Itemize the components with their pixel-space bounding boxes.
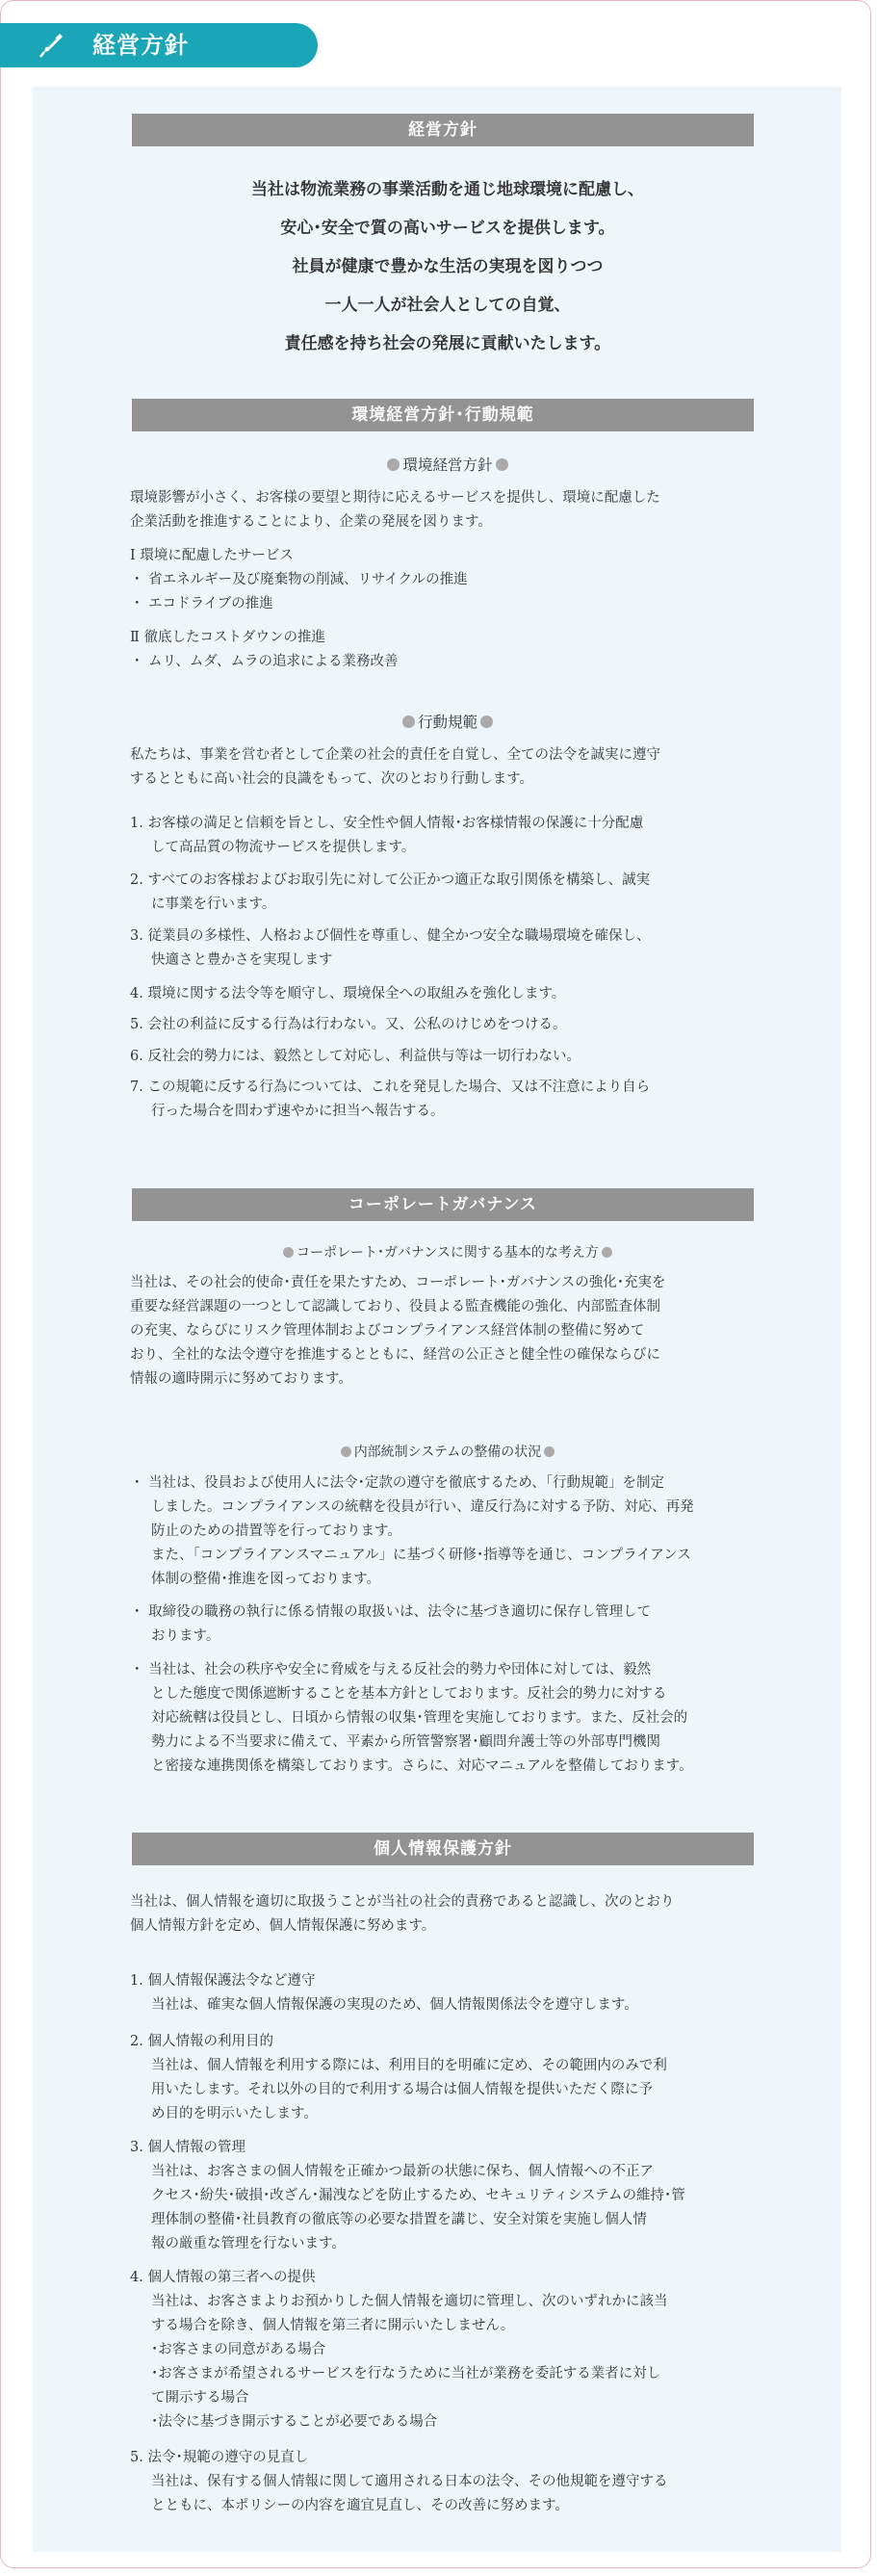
- policy-line: 当社は物流業務の事業活動を通じ地球環境に配慮し、: [251, 180, 644, 199]
- policy-line: 安心･安全で質の高いサービスを提供します。: [280, 219, 615, 238]
- code-item: 7. この規範に反する行為については、これを発見した場合、又は不注意により自ら 行った場合を問わず速やかに担当へ報告する。: [130, 1080, 651, 1119]
- subheading-environment-policy: 環境経営方針: [130, 453, 765, 478]
- pen-nib-icon: [37, 31, 65, 60]
- code-item: 1. お客様の満足と信頼を旨とし、安全性や個人情報･お客様情報の保護に十分配慮 して高品質の物流サービスを提供します。: [130, 816, 644, 855]
- section-heading-privacy: 個人情報保護方針: [132, 1833, 754, 1865]
- internal-control-item: ・ 当社は、社会の秩序や安全に脅威を与える反社会的勢力や団体に対しては、毅然 とした態度で関係遮断することを基本方針としております。反社会的勢力に対する 対応統轄は役員とし、日頃から情報の収集･管理を実施しております。また、反社会的 勢力による不当要求に備えて、平素から所管警察署･顧問弁護士等の外部専門機関 と密接な連携関係を構築しております。さらに、対応マニュアルを整備しております。: [130, 1662, 693, 1774]
- privacy-item: 1. 個人情報保護法令など遵守 当社は、確実な個人情報保護の実現のため、個人情報関係法令を遵守します。: [130, 1973, 638, 2013]
- code-item: 4. 環境に関する法令等を順守し、環境保全への取組みを強化します。: [130, 986, 566, 1002]
- bullet-dot-icon: [341, 1446, 351, 1457]
- bullet-dot-icon: [480, 716, 493, 728]
- code-intro: 私たちは、事業を営む者として企業の社会的責任を自覚し、全ての法令を誠実に遵守 するとともに高い社会的良識をもって、次のとおり行動します。: [130, 747, 660, 787]
- environment-group-2: Ⅱ 徹底したコストダウンの推進 ・ ムリ、ムダ、ムラの追求による業務改善: [130, 630, 399, 669]
- policy-line: 責任感を持ち社会の発展に貢献いたします。: [284, 334, 611, 353]
- bullet-dot-icon: [402, 716, 415, 728]
- policy-line: 社員が健康で豊かな生活の実現を図りつつ: [292, 257, 604, 276]
- privacy-item: 4. 個人情報の第三者への提供 当社は、お客さまよりお預かりした個人情報を適切に管理し、次のいずれかに該当 する場合を除き、個人情報を第三者に開示いたしません。 ･お客さまの同意がある場合 ･お客さまが希望されるサービスを行なうために当社が業務を委託する業者に対し て開示する場合 ･法令に基づき開示することが必要である場合: [130, 2270, 668, 2430]
- bullet-dot-icon: [387, 458, 400, 471]
- page-title-tab: [0, 23, 318, 67]
- code-item: 2. すべてのお客様およびお取引先に対して公正かつ適正な取引関係を構築し、誠実 に事業を行います。: [130, 872, 651, 912]
- subheading-internal-control: 内部統制システムの整備の状況: [130, 1440, 765, 1465]
- bullet-dot-icon: [602, 1247, 612, 1258]
- environment-group-1: Ⅰ 環境に配慮したサービス ・ 省エネルギー及び廃棄物の削減、リサイクルの推進 ・ エコドライブの推進: [130, 548, 468, 611]
- section-heading-governance: コーポレートガバナンス: [132, 1188, 754, 1221]
- privacy-item: 2. 個人情報の利用目的 当社は、個人情報を利用する際には、利用目的を明確に定め、その範囲内のみで利 用いたします。それ以外の目的で利用する場合は個人情報を提供いただく際に予 め目的を明示いたします。: [130, 2034, 667, 2121]
- section-heading-management-policy: 経営方針: [132, 114, 754, 146]
- bullet-dot-icon: [544, 1446, 555, 1457]
- code-item: 3. 従業員の多様性、人格および個性を尊重し、健全かつ安全な職場環境を確保し、 快適さと豊かさを実現します: [130, 928, 651, 968]
- section-heading-environment: 環境経営方針･行動規範: [132, 399, 754, 431]
- privacy-intro: 当社は、個人情報を適切に取扱うことが当社の社会的責務であると認識し、次のとおり 個人情報方針を定め、個人情報保護に努めます。: [130, 1894, 675, 1934]
- privacy-item: 3. 個人情報の管理 当社は、お客さまの個人情報を正確かつ最新の状態に保ち、個人情報への不正ア クセス･紛失･破損･改ざん･漏洩などを防止するため、セキュリティシステムの維持･管 理体制の整備･社員教育の徹底等の必要な措置を講じ、安全対策を実施し個人情 報の厳重な管理を行ないます。: [130, 2140, 685, 2251]
- environment-policy-intro: 環境影響が小さく、お客様の要望と期待に応えるサービスを提供し、環境に配慮した 企業活動を推進することにより、企業の発展を図ります。: [130, 490, 660, 530]
- bullet-dot-icon: [496, 458, 508, 471]
- internal-control-item: ・ 当社は、役員および使用人に法令･定款の遵守を徹底するため、「行動規範」を制定 しました。コンプライアンスの統轄を役員が行い、違反行為に対する予防、対応、再発 防止のための措置等を行っております。 また、「コンプライアンスマニュアル」に基づく研修･指導等を通じ、コンプライアンス 体制の整備･推進を図っております。: [130, 1475, 694, 1587]
- code-item: 5. 会社の利益に反する行為は行わない。又、公私のけじめをつける。: [130, 1017, 567, 1032]
- governance-basic-text: 当社は、その社会的使命･責任を果たすため、コーポレート･ガバナンスの強化･充実を 重要な経営課題の一つとして認識しており、役員よる監査機能の強化、内部監査体制 の充実、ならびにリスク管理体制およびコンプライアンス経営体制の整備に努めて おり、全社的な法令遵守を推進するとともに、経営の公正さと健全性の確保ならびに 情報の適時開示に努めております。: [130, 1275, 666, 1387]
- page-title: 経営方針: [92, 32, 189, 59]
- internal-control-item: ・ 取締役の職務の執行に係る情報の取扱いは、法令に基づき適切に保存し管理して おります。: [130, 1604, 652, 1644]
- subheading-code-of-conduct: 行動規範: [130, 710, 765, 735]
- privacy-item: 5. 法令･規範の遵守の見直し 当社は、保有する個人情報に関して適用される日本の法令、その他規範を遵守する とともに、本ポリシーの内容を適宜見直し、その改善に努めます。: [130, 2450, 668, 2513]
- bullet-dot-icon: [283, 1247, 294, 1258]
- subheading-governance-basics: コーポレート･ガバナンスに関する基本的な考え方: [130, 1240, 765, 1265]
- policy-line: 一人一人が社会人としての自覚、: [324, 296, 571, 315]
- code-item: 6. 反社会的勢力には、毅然として対応し、利益供与等は一切行わない。: [130, 1049, 580, 1064]
